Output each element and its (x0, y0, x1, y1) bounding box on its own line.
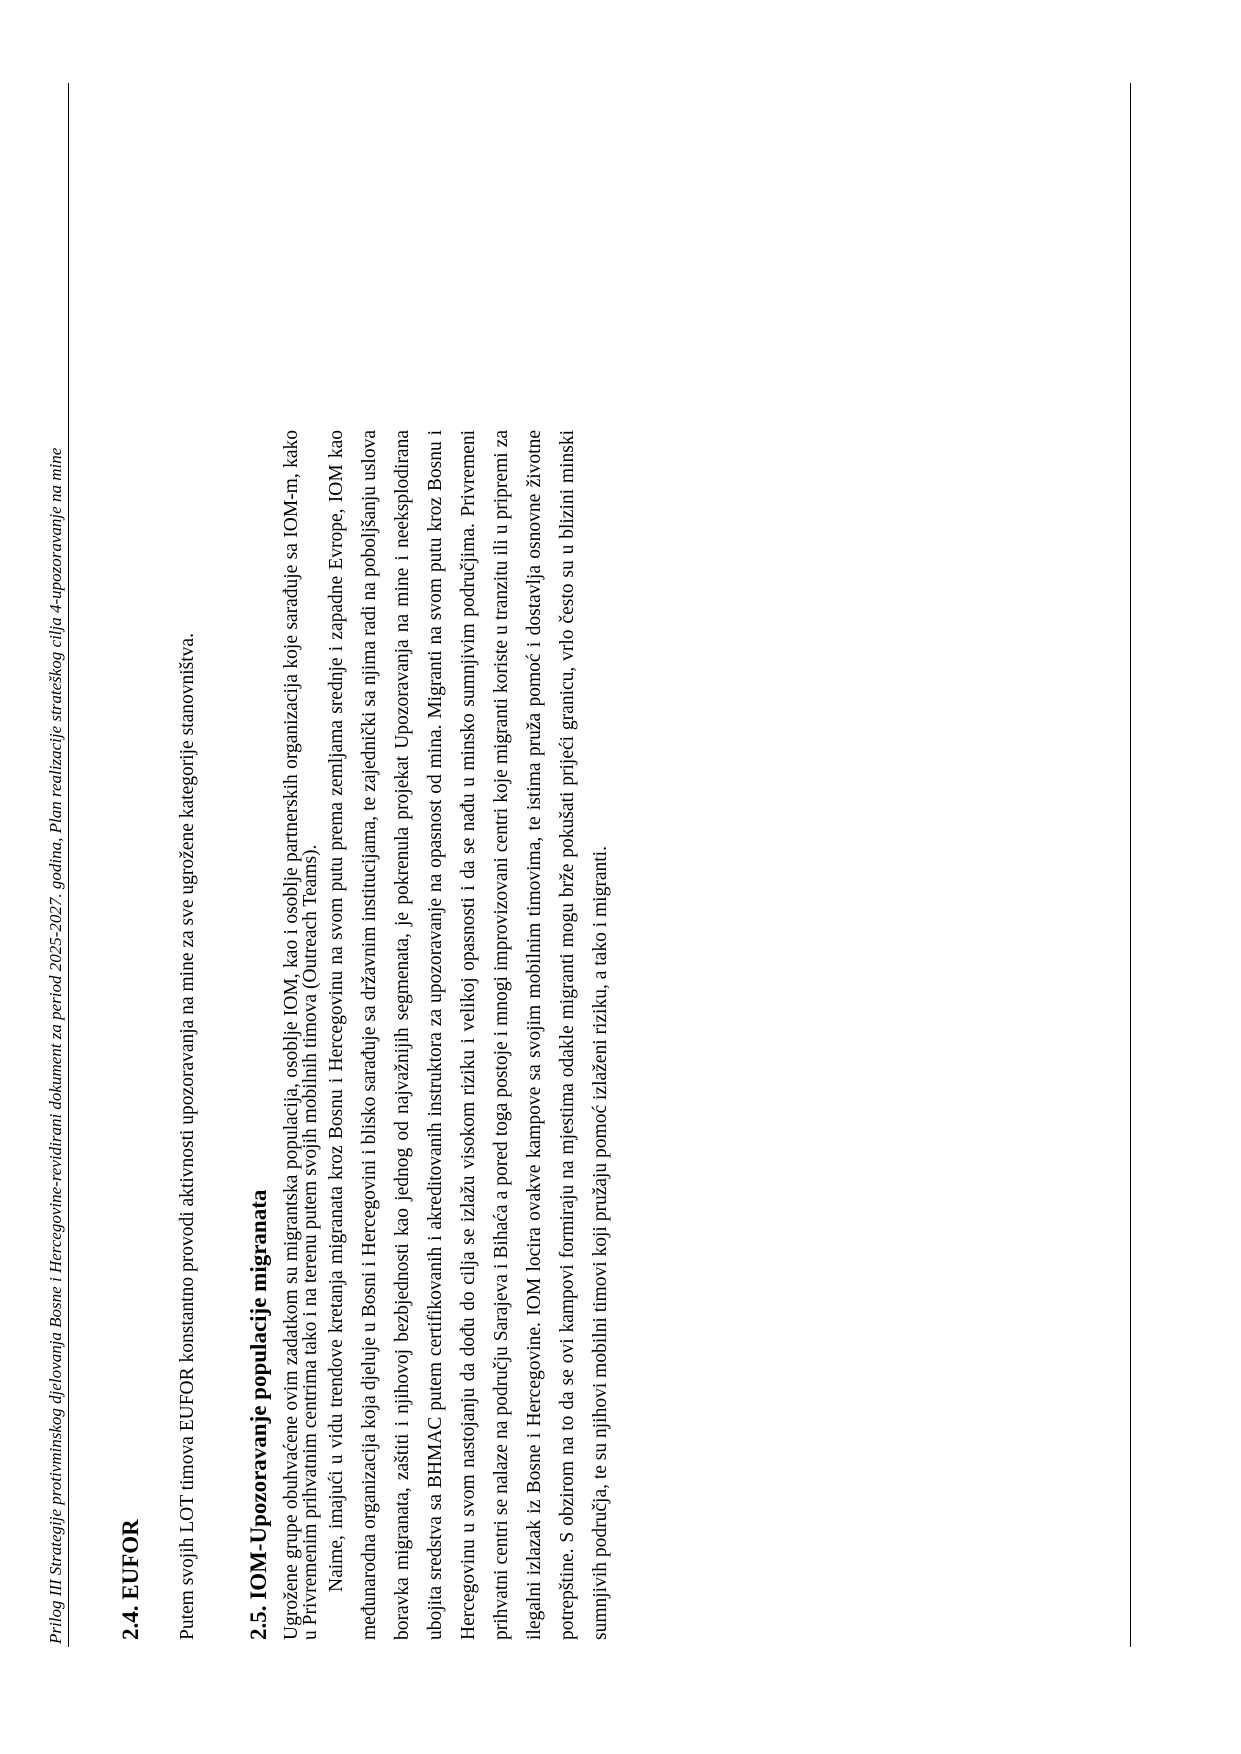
page-content (116, 430, 617, 1640)
paragraph-eufor: Putem svojih LOT timova EUFOR konstantno provodi aktivnosti upozoravanja na mine za sve ugrožene kategorije stanovništva. (177, 633, 198, 1640)
paragraph-iom-body: Naime, imajući u vidu trendove kretanja migranata kroz Bosnu i Hercegovinu na svom putu prema zemljama srednje i zapadne Evrope, IOM kao međunarodna organizacija koja djeluje u Bosni i Hercegovini i blisko sarađuje sa državnim institucijama, te zajednički sa njima radi na poboljšanju uslova boravka migranata, zaštiti i njihovoj bezbjednosti kao jednog od najvažnijih segmenata, je pokrenula projekat Upozoravanja na mine i neeksplodirana ubojita sredstva sa BHMAC putem certifikovanih i akreditovanih instruktora za upozoravanje na opasnost od mina. Migranti na svom putu kroz Bosnu i Hercegovinu u svom nastojanju da dođu do cilja se izlažu visokom riziku i velikoj opasnosti i da se nađu u minsko sumnjivim područjima. Privremeni prihvatni centri se nalaze na području Sarajeva i Bihaća a pored toga postoje i mnogi improvizovani centri koje migranti koriste u tranzitu ili u pripremi za ilegalni izlazak iz Bosne i Hercegovine. IOM locira ovakve kampove sa svojim mobilnim timovima, te istima pruža pomoć i dostavlja osnovne životne potrepštine. S obzirom na to da se ovi kampovi formiraju na mjestima odakle migranti mogu brže pokušati prijeći granicu, vrlo često su u blizini minski sumnjivih područja, te su njihovi mobilni timovi koji pružaju pomoć izlaženi riziku, a tako i migranti. (326, 430, 611, 1640)
header-rule (68, 83, 69, 1647)
footer-rule (1130, 83, 1131, 1647)
section-heading-eufor: 2.4. EUFOR (118, 1519, 143, 1640)
paragraph-iom-intro: Ugrožene grupe obuhvaćene ovim zadatkom su migrantska populacija, osoblje IOM, kao i osoblje partnerskih organizacija koje sarađuje sa IOM-m, kako u Privremenim prihvatnim centrima tako i na terenu putem svojih mobilnih timova (Outreach Teams). (281, 430, 321, 1640)
running-header: Prilog III Strategije protivminskog djelovanja Bosne i Hercegovine-revidirani dokument za period 2025-2027. godina, Plan realizacije strateškog cilja 4-upozoravanje na mine (46, 447, 65, 1644)
section-heading-iom: 2.5. IOM-Upozoravanje populacije migranata (246, 1189, 271, 1640)
